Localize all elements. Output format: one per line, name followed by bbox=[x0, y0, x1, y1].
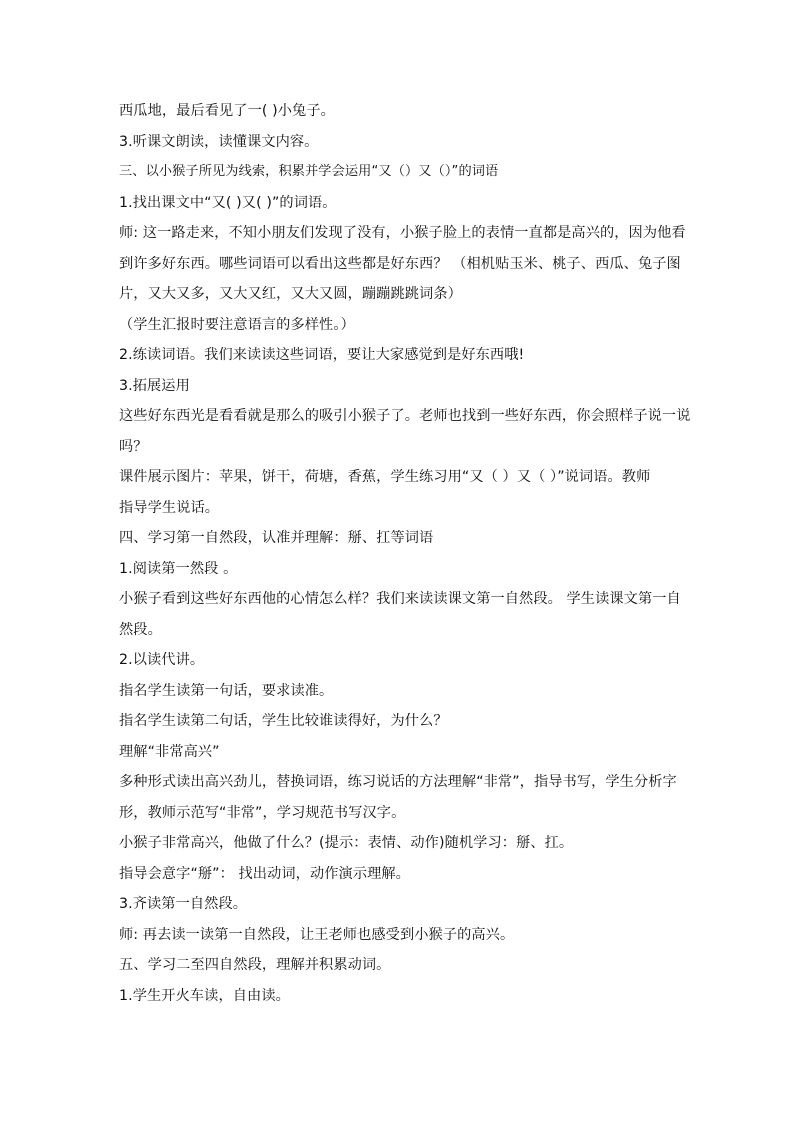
text-line: 师: 再去读一读第一自然段，让王老师也感受到小猴子的高兴。 bbox=[119, 926, 515, 943]
section-heading: 三、以小猴子所见为线索，积累并学会运用“又（）又（）”的词语 bbox=[119, 164, 499, 179]
text-line: 指名学生读第一句话，要求读准。 bbox=[119, 682, 334, 699]
text-line: 片，又大又多，又大又红，又大又圆，蹦蹦跳跳词条） bbox=[119, 286, 462, 302]
text-line: 1.找出课文中“又( )又( )”的词语。 bbox=[119, 194, 337, 211]
section-heading: 四、学习第一自然段，认准并理解：掰、扛等词语 bbox=[119, 530, 434, 546]
text-line: 3.拓展运用 bbox=[119, 377, 190, 394]
section-heading: 五、学习二至四自然段，理解并积累动词。 bbox=[119, 957, 391, 973]
text-line: 指名学生读第二句话，学生比较谁读得好，为什么？ bbox=[119, 713, 448, 729]
text-line: 师: 这一路走来，不知小朋友们发现了没有，小猴子脸上的表情一直都是高兴的，因为他看 bbox=[119, 225, 686, 241]
text-line: 吗？ bbox=[119, 438, 148, 455]
text-line: 2.练读词语。我们来读读这些词语，要让大家感觉到是好东西哦! bbox=[119, 347, 525, 363]
text-line: 这些好东西光是看看就是那么的吸引小猴子了。老师也找到一些好东西，你会照样子说一说 bbox=[119, 408, 691, 424]
text-line: 指导学生说话。 bbox=[119, 499, 220, 516]
text-line: 理解“非常高兴” bbox=[119, 743, 220, 760]
text-line: 2.以读代讲。 bbox=[119, 652, 205, 668]
text-line: 多种形式读出高兴劲儿，替换词语，练习说话的方法理解“非常”，指导书写，学生分析字 bbox=[119, 774, 677, 790]
text-line: 1.阅读第一然段 。 bbox=[119, 560, 238, 577]
text-line: 3.齐读第一自然段。 bbox=[119, 896, 248, 912]
text-line: 1.学生开火车读，自由读。 bbox=[119, 987, 290, 1004]
text-line: 小猴子非常高兴，他做了什么？(提示：表情、动作)随机学习：掰、扛。 bbox=[119, 835, 574, 851]
text-line: 课件展示图片：苹果，饼干，荷塘，香蕉，学生练习用“又（ ）又（ ）”说词语。教师 bbox=[119, 469, 651, 485]
document-body bbox=[119, 101, 691, 1016]
text-line: 指导会意字“掰”： 找出动词，动作演示理解。 bbox=[119, 865, 410, 882]
text-line: 小猴子看到这些好东西他的心情怎么样？我们来读读课文第一自然段。 学生读课文第一自 bbox=[119, 591, 681, 607]
text-line: 形，教师示范写“非常”，学习规范书写汉字。 bbox=[119, 804, 406, 821]
text-line: 到许多好东西。哪些词语可以看出这些都是好东西？ （相机贴玉米、桃子、西瓜、兔子图 bbox=[119, 255, 681, 272]
text-line: 3.听课文朗读，读懂课文内容。 bbox=[119, 133, 319, 150]
text-line: （学生汇报时要注意语言的多样性。） bbox=[119, 316, 355, 333]
text-line: 西瓜地，最后看见了一( )小兔子。 bbox=[119, 103, 335, 119]
text-line: 然段。 bbox=[119, 621, 162, 638]
